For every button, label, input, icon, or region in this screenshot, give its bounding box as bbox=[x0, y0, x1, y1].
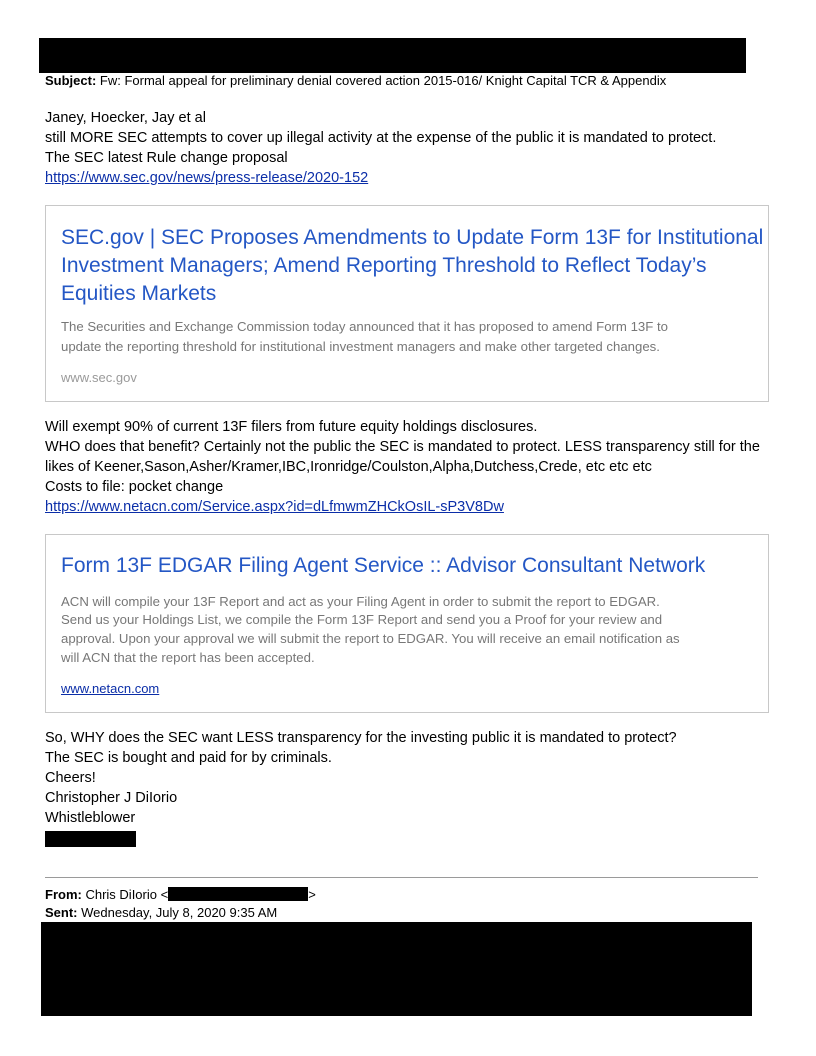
redaction-email bbox=[168, 887, 308, 901]
netacn-service-link[interactable]: https://www.netacn.com/Service.aspx?id=dLfmwmZHCkOsIL-sP3V8Dw bbox=[45, 499, 504, 515]
redaction-signature-contact bbox=[45, 831, 136, 847]
card-netacn-description-line-1: ACN will compile your 13F Report and act as your Filing Agent in order to submit the report to EDGAR. bbox=[61, 594, 660, 609]
link-preview-card-netacn[interactable] bbox=[45, 534, 769, 713]
subject-line bbox=[45, 71, 666, 91]
closing: Cheers! bbox=[45, 770, 96, 786]
sent-label: Sent: bbox=[45, 905, 78, 920]
card-sec-title-line-2[interactable]: Investment Managers; Amend Reporting Threshold to Reflect Today’s bbox=[61, 254, 707, 277]
forward-from-line bbox=[45, 885, 316, 905]
card-netacn-domain-link[interactable]: www.netacn.com bbox=[61, 681, 160, 696]
paragraph-1: still MORE SEC attempts to cover up illegal activity at the expense of the public it is mandated to protect. bbox=[45, 130, 717, 146]
sec-press-release-link[interactable]: https://www.sec.gov/news/press-release/2020-152 bbox=[45, 170, 369, 186]
subject-text: Fw: Formal appeal for preliminary denial covered action 2015-016/ Knight Capital TCR & Appendix bbox=[99, 73, 667, 88]
from-name: Chris DiIorio < bbox=[85, 887, 169, 902]
signature-name: Christopher J DiIorio bbox=[45, 790, 178, 806]
signature-title: Whistleblower bbox=[45, 810, 136, 826]
card-sec-description-line-1: The Securities and Exchange Commission today announced that it has proposed to amend Form 13F to bbox=[61, 319, 668, 334]
divider bbox=[45, 877, 758, 878]
paragraph-3: Will exempt 90% of current 13F filers from future equity holdings disclosures. bbox=[45, 419, 538, 435]
card-sec-title-line-1[interactable]: SEC.gov | SEC Proposes Amendments to Update Form 13F for Institutional bbox=[61, 226, 764, 249]
link-preview-card-sec[interactable] bbox=[45, 205, 769, 402]
card-netacn-title[interactable]: Form 13F EDGAR Filing Agent Service :: Advisor Consultant Network bbox=[61, 554, 706, 577]
card-sec-description-line-2: update the reporting threshold for institutional investment managers and make other targeted changes. bbox=[61, 339, 660, 354]
paragraph-5: Costs to file: pocket change bbox=[45, 479, 224, 495]
paragraph-6: So, WHY does the SEC want LESS transparency for the investing public it is mandated to protect? bbox=[45, 730, 677, 746]
paragraph-2: The SEC latest Rule change proposal bbox=[45, 150, 288, 166]
card-sec-title-line-3[interactable]: Equities Markets bbox=[61, 282, 217, 305]
card-netacn-description-line-2: Send us your Holdings List, we compile the Form 13F Report and send you a Proof for your review and bbox=[61, 612, 663, 627]
paragraph-7: The SEC is bought and paid for by criminals. bbox=[45, 750, 332, 766]
card-netacn-description-line-3: approval. Upon your approval we will submit the report to EDGAR. You will receive an email notification as bbox=[61, 631, 680, 646]
forward-sent-line bbox=[45, 903, 277, 923]
subject-label: Subject: bbox=[45, 73, 97, 88]
sent-date: Wednesday, July 8, 2020 9:35 AM bbox=[81, 905, 278, 920]
card-sec-domain: www.sec.gov bbox=[61, 370, 137, 385]
redaction-bottom bbox=[41, 922, 752, 1016]
redaction-top bbox=[39, 38, 746, 73]
paragraph-4-line-1: WHO does that benefit? Certainly not the public the SEC is mandated to protect. LESS transparency still for the bbox=[45, 439, 760, 455]
from-label: From: bbox=[45, 887, 82, 902]
greeting: Janey, Hoecker, Jay et al bbox=[45, 110, 206, 126]
card-netacn-description-line-4: will ACN that the report has been accepted. bbox=[61, 650, 315, 665]
paragraph-4-line-2: likes of Keener,Sason,Asher/Kramer,IBC,Ironridge/Coulston,Alpha,Dutchess,Crede, etc etc etc bbox=[45, 459, 652, 475]
from-close: > bbox=[308, 887, 316, 902]
